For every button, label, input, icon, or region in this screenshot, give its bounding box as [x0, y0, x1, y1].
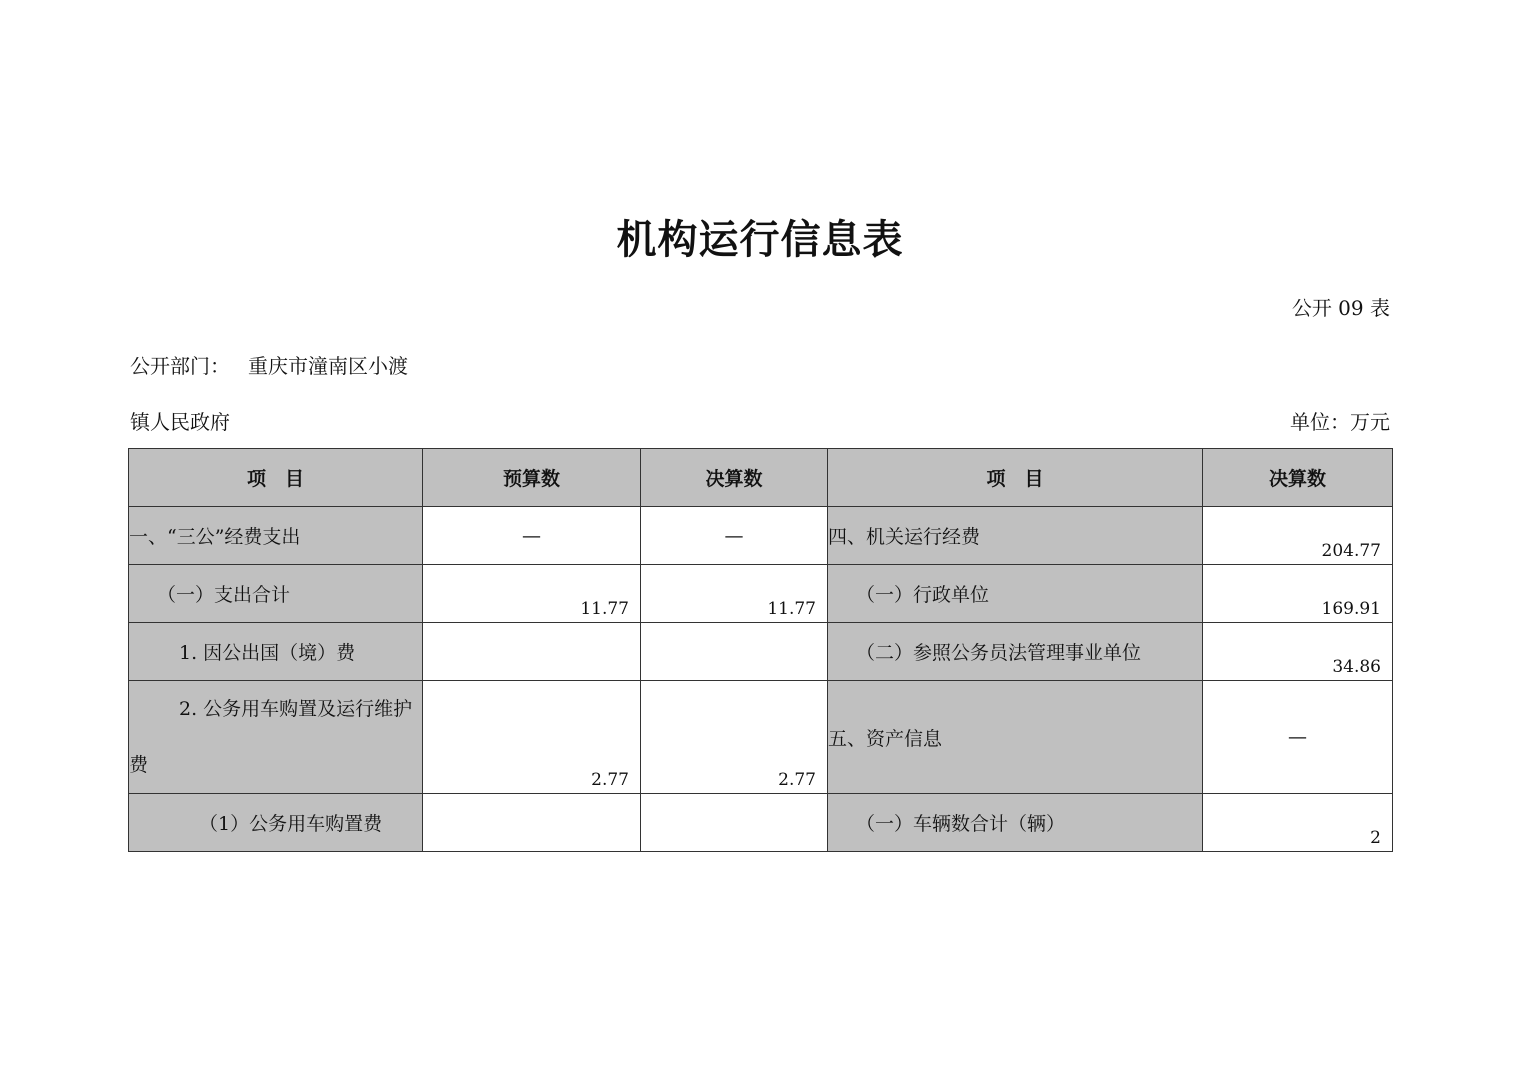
- header-final-left: 决算数: [641, 449, 828, 507]
- header-item-right: 项 目: [828, 449, 1203, 507]
- final-cell: [641, 681, 828, 794]
- right-final-value: 2: [1370, 828, 1381, 848]
- budget-value: 11.77: [580, 599, 629, 619]
- budget-cell: [423, 623, 641, 681]
- budget-cell: [423, 794, 641, 852]
- unit-label: 单位：万元: [1290, 410, 1390, 434]
- table-number: 公开 09 表: [1291, 296, 1390, 320]
- right-row-label: （一）车辆数合计（辆）: [828, 794, 1203, 852]
- right-final-value: 34.86: [1332, 657, 1381, 677]
- info-table: [128, 448, 1393, 852]
- department-label: 公开部门：: [130, 354, 230, 378]
- row-label: [129, 681, 423, 794]
- table-row: [129, 507, 1393, 565]
- right-final-value: 204.77: [1321, 541, 1381, 561]
- final-cell: —: [641, 507, 828, 565]
- row-label: （一）支出合计: [129, 565, 423, 623]
- right-final-cell: [1203, 507, 1393, 565]
- header-final-right: 决算数: [1203, 449, 1393, 507]
- row-label-line1: 2. 公务用车购置及运行维护: [179, 698, 413, 720]
- right-row-label: （一）行政单位: [828, 565, 1203, 623]
- table-row: [129, 681, 1393, 794]
- department-value: 重庆市潼南区小渡: [248, 354, 408, 378]
- right-row-label: 五、资产信息: [828, 681, 1203, 794]
- table-row: [129, 565, 1393, 623]
- department-line: [130, 350, 408, 379]
- row-label-line2: 费: [129, 754, 149, 776]
- row-label: 一、“三公”经费支出: [129, 507, 423, 565]
- right-final-cell: [1203, 565, 1393, 623]
- page-title: 机构运行信息表: [616, 217, 904, 263]
- final-cell: [641, 565, 828, 623]
- row-label: （1）公务用车购置费: [129, 794, 423, 852]
- row-label: 1. 因公出国（境）费: [129, 623, 423, 681]
- right-row-label: （二）参照公务员法管理事业单位: [828, 623, 1203, 681]
- final-value: 11.77: [767, 599, 816, 619]
- right-final-cell: [1203, 623, 1393, 681]
- final-cell: [641, 794, 828, 852]
- budget-cell: [423, 681, 641, 794]
- final-cell: [641, 623, 828, 681]
- header-row: [129, 449, 1393, 507]
- final-value: 2.77: [778, 770, 816, 790]
- budget-value: 2.77: [591, 770, 629, 790]
- right-row-label: 四、机关运行经费: [828, 507, 1203, 565]
- budget-cell: —: [423, 507, 641, 565]
- header-item-left: 项 目: [129, 449, 423, 507]
- table-row: [129, 794, 1393, 852]
- header-budget: 预算数: [423, 449, 641, 507]
- table-row: [129, 623, 1393, 681]
- department-value-continued: 镇人民政府: [130, 410, 230, 434]
- right-final-value: 169.91: [1321, 599, 1381, 619]
- right-final-cell: [1203, 794, 1393, 852]
- budget-cell: [423, 565, 641, 623]
- right-final-cell: —: [1203, 681, 1393, 794]
